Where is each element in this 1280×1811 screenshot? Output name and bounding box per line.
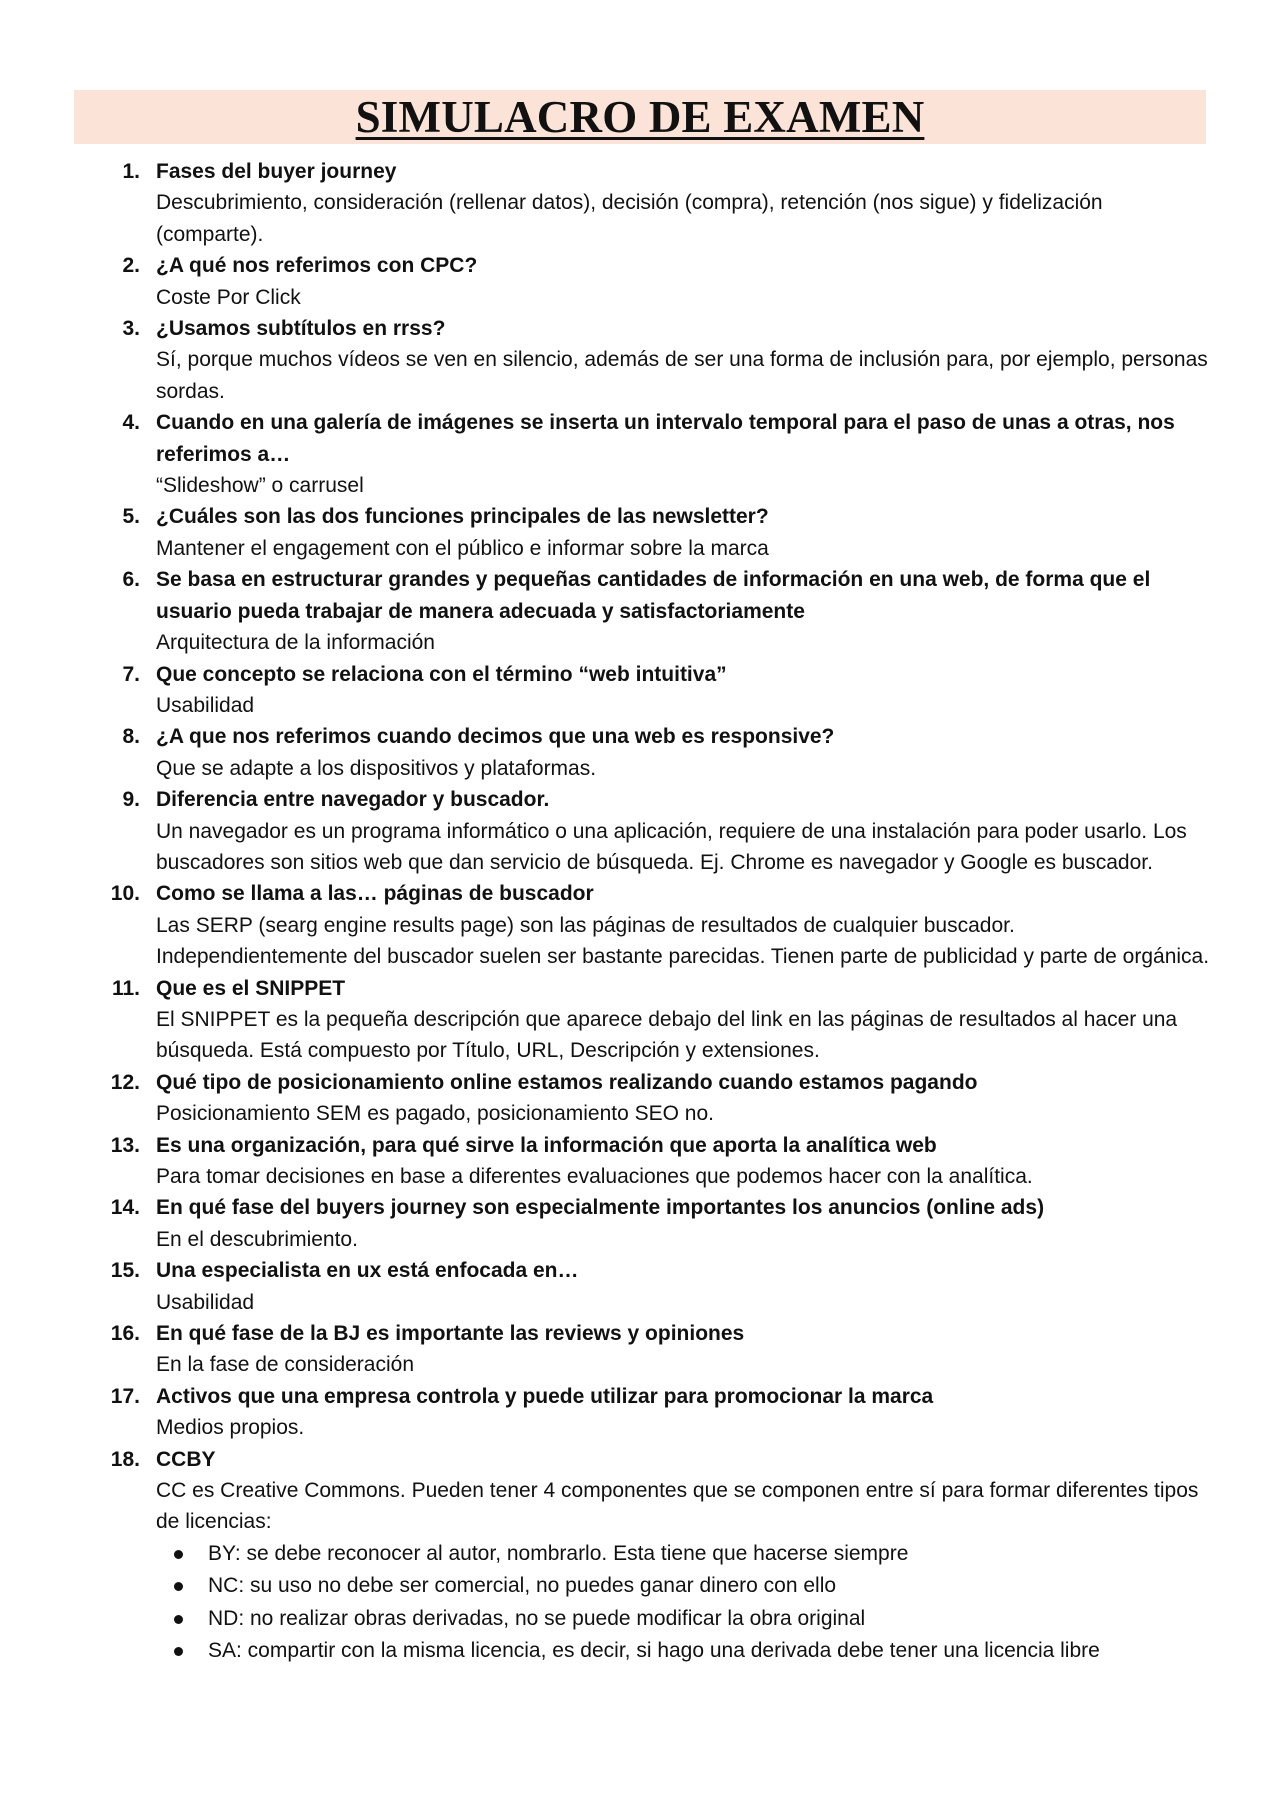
bullet-icon bbox=[174, 1582, 183, 1591]
question-number: 18. bbox=[110, 1447, 140, 1471]
question-item bbox=[100, 564, 1210, 658]
question-number: 13. bbox=[110, 1133, 140, 1157]
question-number: 1. bbox=[122, 160, 140, 183]
question-number: 16. bbox=[110, 1322, 140, 1346]
question-item bbox=[100, 501, 1210, 564]
question-text: ¿A que nos referimos cuando decimos que una web es responsive? bbox=[156, 725, 835, 749]
question-item bbox=[100, 1255, 1210, 1318]
question-number: 3. bbox=[122, 317, 140, 341]
license-bullet-item bbox=[156, 1603, 1210, 1636]
page-title: SIMULACRO DE EXAMEN bbox=[355, 92, 925, 142]
question-item bbox=[100, 1381, 1210, 1444]
question-item bbox=[100, 721, 1210, 784]
question-number: 9. bbox=[122, 788, 140, 812]
question-number: 5. bbox=[122, 505, 140, 529]
answer-text: Usabilidad bbox=[156, 1290, 255, 1314]
question-number: 4. bbox=[122, 411, 140, 435]
answer-text: Arquitectura de la información bbox=[156, 631, 435, 655]
question-text: ¿A qué nos referimos con CPC? bbox=[156, 254, 478, 278]
bullet-icon bbox=[174, 1647, 183, 1656]
bullet-icon bbox=[174, 1550, 183, 1559]
answer-text: Que se adapte a los dispositivos y plataformas. bbox=[156, 756, 597, 780]
question-item bbox=[100, 784, 1210, 878]
question-number: 10. bbox=[110, 882, 140, 906]
bullet-icon bbox=[174, 1615, 183, 1624]
question-text: Diferencia entre navegador y buscador. bbox=[156, 788, 550, 812]
question-item bbox=[100, 1130, 1210, 1193]
bullet-text: NC: su uso no debe ser comercial, no puedes ganar dinero con ello bbox=[208, 1574, 837, 1598]
question-item bbox=[100, 878, 1210, 972]
question-text: Se basa en estructurar grandes y pequeñas cantidades de información en una web, de forma que el usuario pueda trabajar de manera adecuada y satisfactoriamente bbox=[156, 568, 1151, 623]
answer-text: CC es Creative Commons. Pueden tener 4 componentes que se componen entre sí para formar diferentes tipos de licencias: bbox=[156, 1479, 1199, 1534]
question-item bbox=[100, 973, 1210, 1067]
question-item bbox=[100, 1192, 1210, 1255]
question-number: 7. bbox=[122, 662, 140, 686]
answer-text: Para tomar decisiones en base a diferentes evaluaciones que podemos hacer con la analítica. bbox=[156, 1165, 1033, 1188]
question-item bbox=[100, 659, 1210, 722]
question-number: 15. bbox=[110, 1259, 140, 1283]
answer-text: Las SERP (searg engine results page) son las páginas de resultados de cualquier buscador. Independientemente del buscador suelen ser bastante parecidas. Tienen parte de publicidad y parte de orgánica. bbox=[156, 913, 1210, 969]
question-text: CCBY bbox=[156, 1447, 216, 1471]
question-text: En qué fase del buyers journey son especialmente importantes los anuncios (online ads) bbox=[156, 1196, 1045, 1220]
answer-text: Coste Por Click bbox=[156, 285, 301, 309]
question-text: Que concepto se relaciona con el término “web intuitiva” bbox=[156, 662, 727, 686]
question-text: ¿Cuáles son las dos funciones principales de las newsletter? bbox=[156, 505, 769, 529]
answer-text: Posicionamiento SEM es pagado, posicionamiento SEO no. bbox=[156, 1102, 714, 1126]
question-text: Qué tipo de posicionamiento online estamos realizando cuando estamos pagando bbox=[156, 1070, 978, 1094]
answer-text: “Slideshow” o carrusel bbox=[156, 474, 364, 498]
question-item bbox=[100, 1318, 1210, 1381]
question-number: 17. bbox=[110, 1384, 140, 1408]
answer-text: Sí, porque muchos vídeos se ven en silencio, además de ser una forma de inclusión para, por ejemplo, personas sordas. bbox=[156, 348, 1208, 403]
answer-text: El SNIPPET es la pequeña descripción que aparece debajo del link en las páginas de resultados al hacer una búsqueda. Está compuesto por Título, URL, Descripción y extensiones. bbox=[156, 1007, 1178, 1063]
question-text: En qué fase de la BJ es importante las reviews y opiniones bbox=[156, 1322, 745, 1346]
answer-text: Medios propios. bbox=[156, 1416, 305, 1440]
license-bullet-item bbox=[156, 1538, 1210, 1571]
question-number: 6. bbox=[122, 568, 140, 592]
bullet-text: SA: compartir con la misma licencia, es decir, si hago una derivada debe tener una licencia libre bbox=[208, 1639, 1100, 1663]
answer-text: Mantener el engagement con el público e informar sobre la marca bbox=[156, 536, 769, 560]
question-text: ¿Usamos subtítulos en rrss? bbox=[156, 317, 446, 341]
question-text: Una especialista en ux está enfocada en… bbox=[156, 1259, 579, 1283]
question-list bbox=[100, 156, 1210, 1668]
question-item bbox=[100, 407, 1210, 501]
question-text: Cuando en una galería de imágenes se inserta un intervalo temporal para el paso de unas a otras, nos referimos a… bbox=[156, 411, 1175, 466]
license-bullet-item bbox=[156, 1570, 1210, 1603]
license-bullet-item bbox=[156, 1635, 1210, 1668]
question-number: 14. bbox=[110, 1196, 140, 1220]
answer-text: En el descubrimiento. bbox=[156, 1227, 358, 1251]
question-number: 11. bbox=[111, 976, 140, 1000]
answer-text: Descubrimiento, consideración (rellenar datos), decisión (compra), retención (nos sigue) y fidelización (comparte). bbox=[156, 191, 1103, 246]
title-banner bbox=[74, 90, 1206, 144]
question-number: 12. bbox=[110, 1070, 140, 1094]
bullet-text: BY: se debe reconocer al autor, nombrarlo. Esta tiene que hacerse siempre bbox=[208, 1541, 909, 1565]
question-text: Que es el SNIPPET bbox=[156, 976, 346, 1000]
question-item bbox=[100, 1444, 1210, 1668]
bullet-text: ND: no realizar obras derivadas, no se puede modificar la obra original bbox=[208, 1606, 866, 1630]
answer-text: En la fase de consideración bbox=[156, 1353, 414, 1377]
question-text: Es una organización, para qué sirve la información que aporta la analítica web bbox=[156, 1133, 937, 1157]
question-text: Fases del buyer journey bbox=[156, 160, 397, 183]
answer-text: Un navegador es un programa informático o una aplicación, requiere de una instalación para poder usarlo. Los buscadores son sitios web que dan servicio de búsqueda. Ej. Chrome es navegador y Google es buscador. bbox=[156, 819, 1187, 874]
question-number: 2. bbox=[122, 254, 140, 278]
answer-text: Usabilidad bbox=[156, 693, 255, 717]
question-item bbox=[100, 313, 1210, 407]
license-bullet-list bbox=[156, 1538, 1210, 1668]
question-item bbox=[100, 250, 1210, 313]
question-item bbox=[100, 1067, 1210, 1130]
question-text: Activos que una empresa controla y puede utilizar para promocionar la marca bbox=[156, 1384, 934, 1408]
question-item bbox=[100, 156, 1210, 250]
question-number: 8. bbox=[122, 725, 140, 749]
question-text: Como se llama a las… páginas de buscador bbox=[156, 882, 594, 906]
